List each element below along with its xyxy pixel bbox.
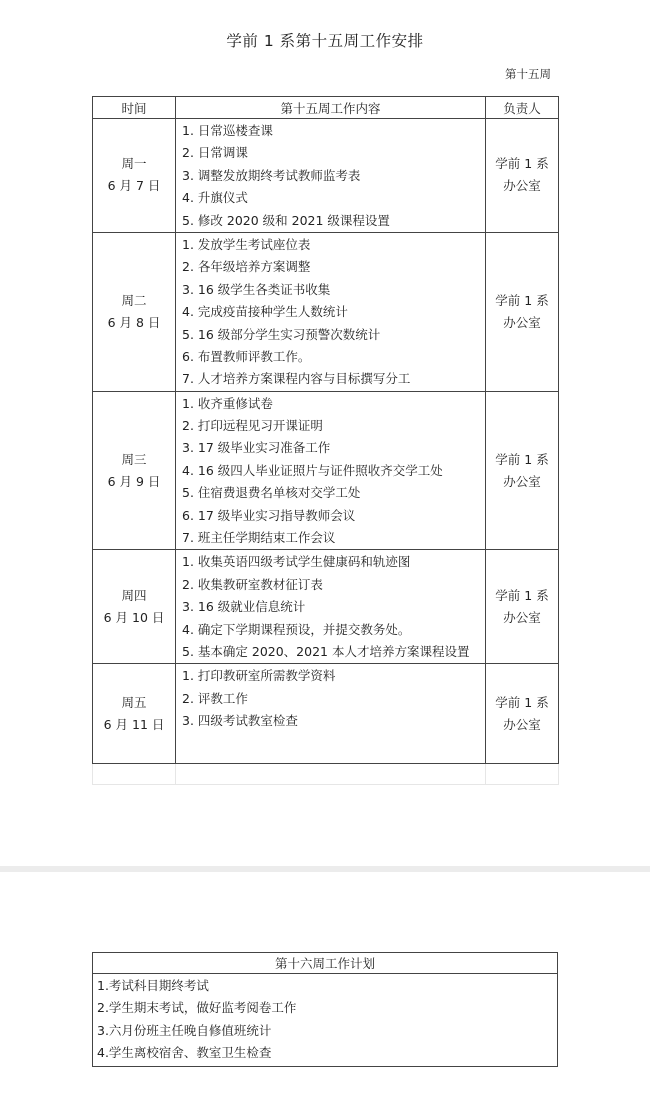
day-cell xyxy=(93,119,176,233)
day-date: 6 月 7 日 xyxy=(107,178,161,194)
responsible-line: 办公室 xyxy=(503,473,541,489)
responsible-line: 办公室 xyxy=(503,609,541,625)
task-item: 5. 住宿费退费名单核对交学工处 xyxy=(182,485,361,501)
task-item: 2. 打印远程见习开课证明 xyxy=(182,418,323,434)
task-item: 1. 发放学生考试座位表 xyxy=(182,236,311,252)
document-title: 学前 1 系第十五周工作安排 xyxy=(226,32,424,50)
table-row xyxy=(93,232,559,391)
responsible-line: 学前 1 系 xyxy=(495,156,549,172)
task-item: 3. 调整发放期终考试教师监考表 xyxy=(182,167,361,183)
task-item: 5. 基本确定 2020、2021 本人才培养方案课程设置 xyxy=(182,643,470,659)
plan-item: 3.六月份班主任晚自修值班统计 xyxy=(97,1022,272,1038)
day-date: 6 月 9 日 xyxy=(107,473,161,489)
task-item: 3. 16 级学生各类证书收集 xyxy=(182,281,331,297)
week-label: 第十五周 xyxy=(505,67,551,81)
task-item: 3. 四级考试教室检查 xyxy=(182,713,298,729)
table-header-row xyxy=(93,97,559,119)
task-item: 1. 日常巡楼查课 xyxy=(182,123,273,138)
task-item: 7. 班主任学期结束工作会议 xyxy=(182,530,336,546)
responsible-cell xyxy=(486,664,559,764)
task-item: 2. 评教工作 xyxy=(182,690,248,706)
blank-cell xyxy=(93,764,176,785)
task-item: 2. 各年级培养方案调整 xyxy=(182,259,311,275)
responsible-cell xyxy=(486,232,559,391)
day-name: 周一 xyxy=(121,156,147,172)
page-two xyxy=(0,872,650,1098)
day-cell xyxy=(93,550,176,664)
day-name: 周三 xyxy=(121,451,147,467)
blank-cell xyxy=(486,764,559,785)
table-row xyxy=(93,391,559,550)
day-cell xyxy=(93,232,176,391)
plan-item: 2.学生期末考试，做好监考阅卷工作 xyxy=(97,1000,297,1016)
task-item: 4. 16 级四人毕业证照片与证件照收齐交学工处 xyxy=(182,462,443,478)
task-item: 3. 17 级毕业实习准备工作 xyxy=(182,440,331,456)
responsible-line: 学前 1 系 xyxy=(495,694,549,710)
task-cell xyxy=(176,550,486,664)
plan-item: 4.学生离校宿舍、教室卫生检查 xyxy=(97,1045,272,1061)
task-item: 5. 16 级部分学生实习预警次数统计 xyxy=(182,326,381,342)
task-cell xyxy=(176,232,486,391)
plan-item: 1.考试科目期终考试 xyxy=(97,978,209,993)
day-name: 周四 xyxy=(121,587,147,603)
task-cell xyxy=(176,391,486,550)
day-name: 周二 xyxy=(121,292,147,308)
task-cell xyxy=(176,119,486,233)
task-item: 3. 16 级就业信息统计 xyxy=(182,599,306,615)
day-name: 周五 xyxy=(121,694,147,710)
task-cell xyxy=(176,664,486,764)
responsible-line: 办公室 xyxy=(503,178,541,194)
blank-cell xyxy=(176,764,486,785)
responsible-line: 办公室 xyxy=(503,716,541,732)
task-item: 4. 完成疫苗接种学生人数统计 xyxy=(182,304,348,320)
day-date: 6 月 11 日 xyxy=(103,716,165,732)
header-content: 第十五周工作内容 xyxy=(176,97,486,119)
header-responsible: 负责人 xyxy=(486,97,559,119)
blank-row xyxy=(93,764,559,785)
responsible-line: 办公室 xyxy=(503,314,541,330)
day-date: 6 月 10 日 xyxy=(103,609,165,625)
task-item: 1. 收集英语四级考试学生健康码和轨迹图 xyxy=(182,554,411,570)
table-row xyxy=(93,550,559,664)
responsible-line: 学前 1 系 xyxy=(495,587,549,603)
plan-items-cell xyxy=(93,974,558,1067)
responsible-line: 学前 1 系 xyxy=(495,451,549,467)
header-time: 时间 xyxy=(93,97,176,119)
responsible-cell xyxy=(486,550,559,664)
table-row xyxy=(93,664,559,764)
table-row xyxy=(93,119,559,233)
task-item: 6. 17 级毕业实习指导教师会议 xyxy=(182,507,356,523)
responsible-line: 学前 1 系 xyxy=(495,292,549,308)
task-item: 4. 确定下学期课程预设，并提交教务处。 xyxy=(182,621,411,637)
plan-title: 第十六周工作计划 xyxy=(93,953,558,974)
responsible-cell xyxy=(486,119,559,233)
task-item: 1. 打印教研室所需教学资料 xyxy=(182,668,336,684)
task-item: 7. 人才培养方案课程内容与目标撰写分工 xyxy=(182,371,411,387)
week-15-schedule-table xyxy=(92,96,559,785)
task-item: 6. 布置教师评教工作。 xyxy=(182,348,311,364)
task-item: 4. 升旗仪式 xyxy=(182,190,248,206)
day-cell xyxy=(93,391,176,550)
task-item: 1. 收齐重修试卷 xyxy=(182,395,273,411)
responsible-cell xyxy=(486,391,559,550)
day-cell xyxy=(93,664,176,764)
task-item: 2. 收集教研室教材征订表 xyxy=(182,576,323,592)
day-date: 6 月 8 日 xyxy=(107,314,161,330)
task-item: 5. 修改 2020 级和 2021 级课程设置 xyxy=(182,212,390,228)
week-16-plan-table xyxy=(92,952,558,1067)
task-item: 2. 日常调课 xyxy=(182,145,248,161)
